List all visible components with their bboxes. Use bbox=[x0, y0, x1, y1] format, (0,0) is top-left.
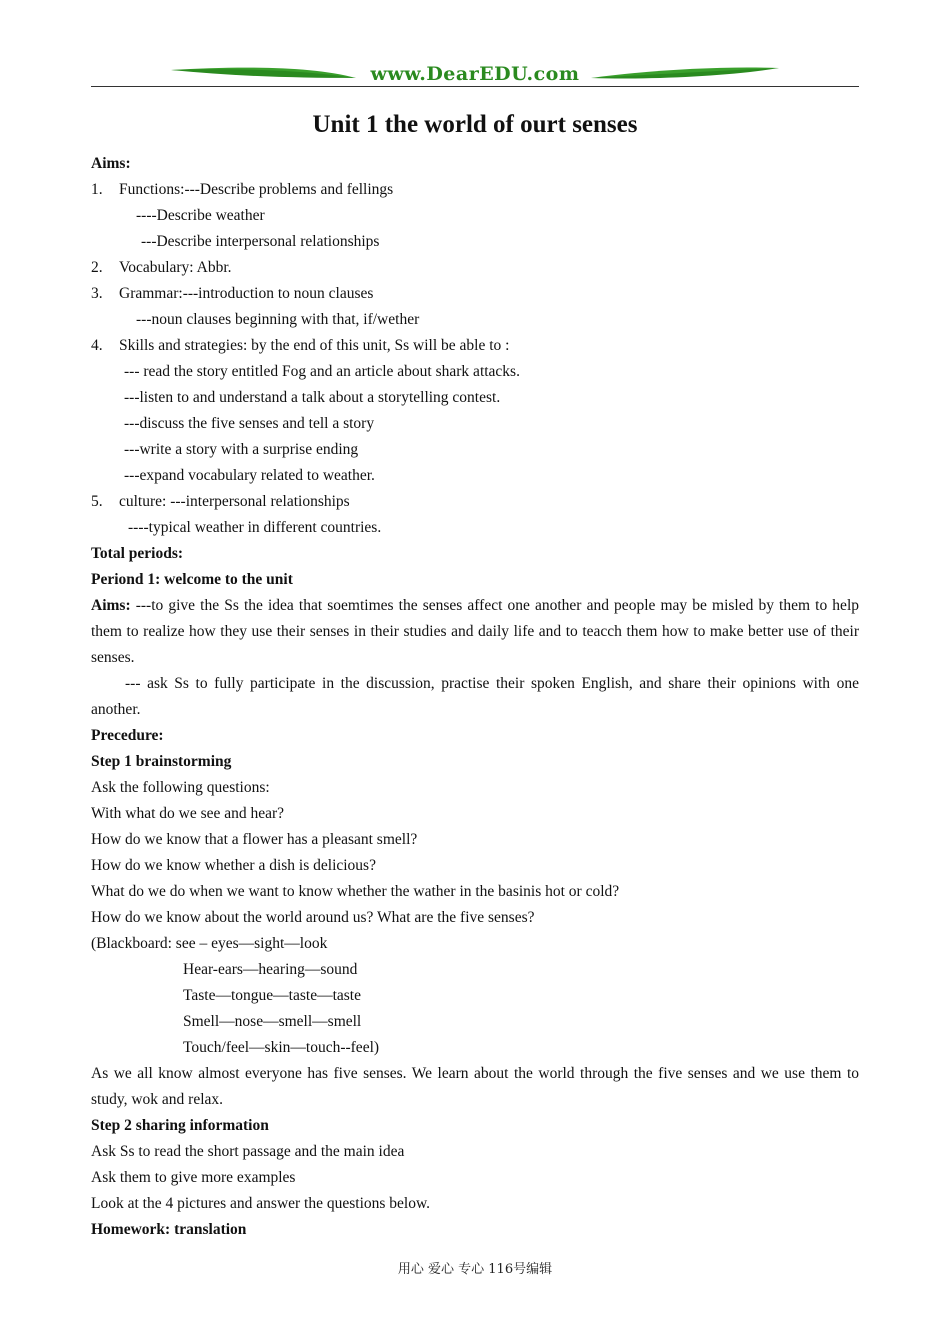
aims-subitem: --- read the story entitled Fog and an article about shark attacks. bbox=[124, 363, 520, 380]
aims-subitem: ---discuss the five senses and tell a story bbox=[124, 415, 375, 432]
page-title: Unit 1 the world of ourt senses bbox=[312, 111, 638, 138]
blackboard-line: (Blackboard: see – eyes—sight—look bbox=[91, 935, 328, 952]
question: How do we know whether a dish is delicious? bbox=[91, 857, 376, 874]
list-number: 5. bbox=[91, 493, 103, 510]
aims-subitem: ---Describe interpersonal relationships bbox=[141, 233, 380, 250]
blackboard-line: Hear-ears—hearing—sound bbox=[183, 961, 358, 978]
question: With what do we see and hear? bbox=[91, 805, 285, 822]
step2-heading: Step 2 sharing information bbox=[91, 1117, 269, 1134]
aims-heading: Aims: bbox=[91, 155, 131, 172]
aims-item-4 bbox=[91, 333, 859, 359]
aims-item-2 bbox=[91, 255, 859, 281]
aims-subitem: ---expand vocabulary related to weather. bbox=[124, 467, 375, 484]
period1-aims-text: ---to give the Ss the idea that soemtimes the senses affect one another and people may be misled by them to help them to realize how they use their senses in their studies and daily life and to teacch them how to make better use of their senses. bbox=[91, 597, 859, 666]
period1-aims-paragraph bbox=[91, 593, 859, 671]
step1-intro: Ask the following questions: bbox=[91, 779, 270, 796]
question: How do we know about the world around us? What are the five senses? bbox=[91, 909, 535, 926]
step1-heading: Step 1 brainstorming bbox=[91, 753, 232, 770]
period1-aims-paragraph-2: --- ask Ss to fully participate in the discussion, practise their spoken English, and share their opinions with one another. bbox=[91, 675, 859, 718]
step2-line: Ask them to give more examples bbox=[91, 1169, 296, 1186]
blackboard-line: Touch/feel—skin—touch--feel) bbox=[183, 1039, 380, 1056]
blackboard-line: Smell—nose—smell—smell bbox=[183, 1013, 362, 1030]
list-number: 4. bbox=[91, 337, 103, 354]
aims-item-5 bbox=[91, 489, 859, 515]
list-number: 1. bbox=[91, 181, 103, 198]
page-footer: 用心 爱心 专心 116号编辑 bbox=[397, 1262, 553, 1277]
total-periods-heading: Total periods: bbox=[91, 545, 184, 562]
step2-line: Ask Ss to read the short passage and the main idea bbox=[91, 1143, 405, 1160]
step2-line: Look at the 4 pictures and answer the questions below. bbox=[91, 1195, 431, 1212]
header-rule bbox=[91, 86, 859, 87]
list-text: culture: ---interpersonal relationships bbox=[119, 493, 350, 510]
site-logo-text: www.DearEDU.com bbox=[370, 63, 580, 85]
aims-subitem: ----typical weather in different countries. bbox=[128, 519, 382, 536]
aims-subitem: ---listen to and understand a talk about a storytelling contest. bbox=[124, 389, 501, 406]
procedure-heading: Precedure: bbox=[91, 727, 164, 744]
aims-item-1 bbox=[91, 177, 859, 203]
list-text: Functions:---Describe problems and fellings bbox=[119, 181, 394, 198]
blackboard-line: Taste—tongue—taste—taste bbox=[183, 987, 361, 1004]
aims-subitem: ---noun clauses beginning with that, if/wether bbox=[136, 311, 420, 328]
period1-aims-label: Aims: bbox=[91, 597, 131, 614]
list-number: 2. bbox=[91, 259, 103, 276]
list-text: Skills and strategies: by the end of this unit, Ss will be able to : bbox=[119, 337, 510, 354]
aims-item-3 bbox=[91, 281, 859, 307]
list-text: Grammar:---introduction to noun clauses bbox=[119, 285, 374, 302]
homework-heading: Homework: translation bbox=[91, 1221, 247, 1238]
aims-subitem: ---write a story with a surprise ending bbox=[124, 441, 359, 458]
list-text: Vocabulary: Abbr. bbox=[119, 259, 232, 276]
period1-heading: Periond 1: welcome to the unit bbox=[91, 571, 293, 588]
list-number: 3. bbox=[91, 285, 103, 302]
document-body bbox=[91, 151, 859, 1243]
question: How do we know that a flower has a pleasant smell? bbox=[91, 831, 418, 848]
question: What do we do when we want to know whether the wather in the basinis hot or cold? bbox=[91, 883, 620, 900]
aims-subitem: ----Describe weather bbox=[136, 207, 265, 224]
step1-conclusion: As we all know almost everyone has five senses. We learn about the world through the five senses and we use them to study, wok and relax. bbox=[91, 1065, 859, 1108]
